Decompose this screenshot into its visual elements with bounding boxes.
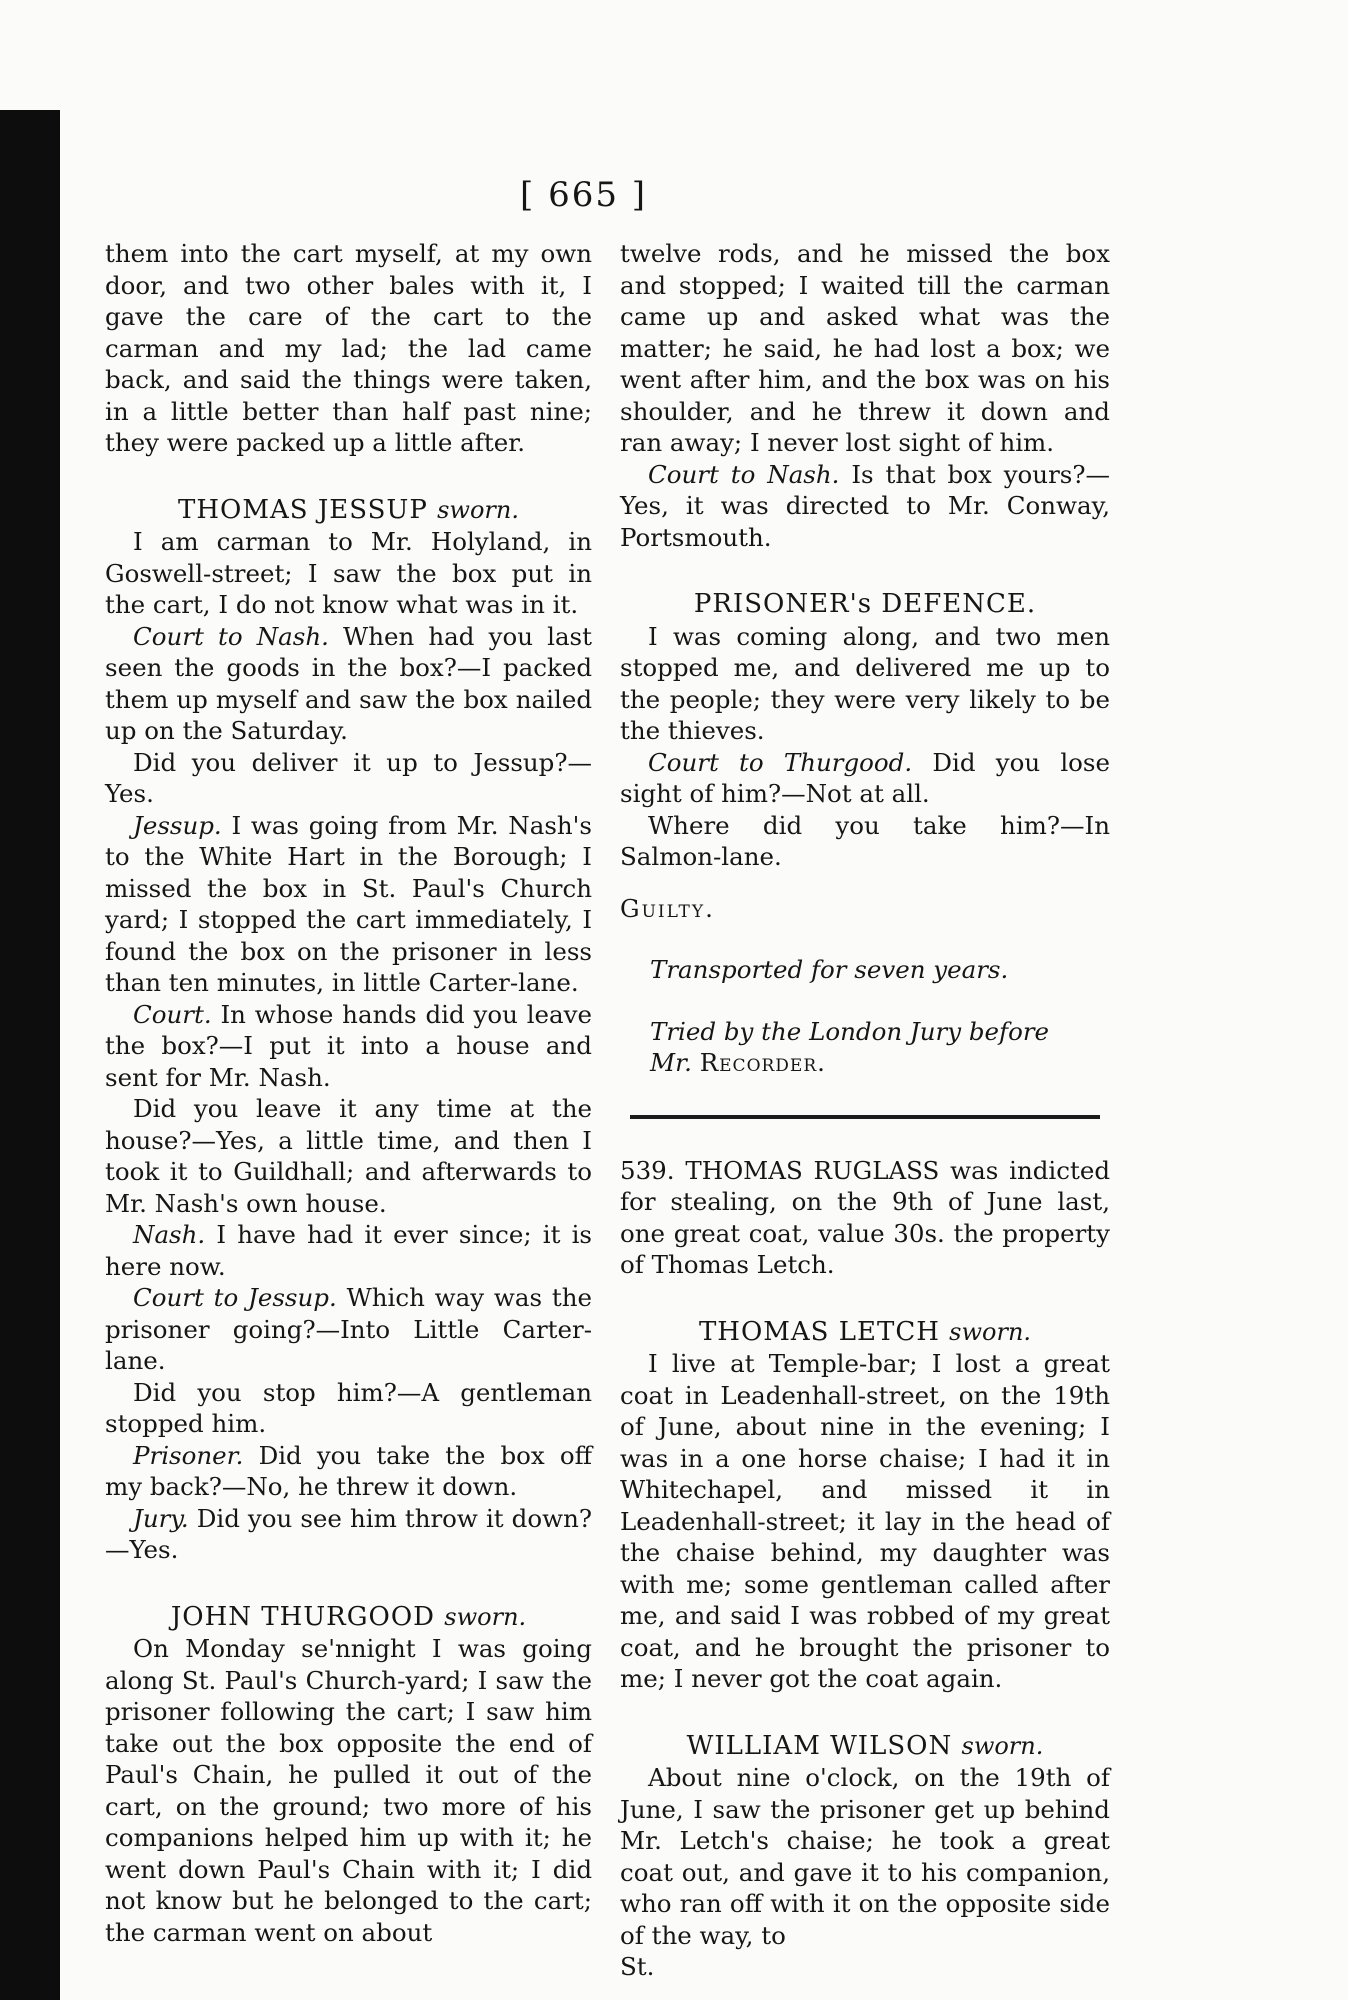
witness-heading (620, 1317, 1110, 1349)
paragraph (105, 1282, 592, 1377)
spacer (620, 873, 1110, 893)
paragraph (620, 810, 1110, 873)
catchword: St. (620, 1952, 655, 1981)
paragraph-text: Did you lose sight of him?—Not at all. (620, 747, 1110, 808)
tried-before (620, 1016, 1110, 1079)
paragraph-text: Did you stop him?—A gentleman stopped him. (105, 1377, 592, 1438)
paragraph (105, 1503, 592, 1566)
book-binding-edge (0, 110, 60, 2000)
paragraph-text: Is that box yours?—Yes, it was directed to Mr. Conway, Portsmouth. (620, 459, 1110, 552)
speaker-label: Court to Thurgood. (648, 747, 913, 777)
paragraph-text: twelve rods, and he missed the box and stopped; I waited till the carman came up and asked what was the matter; he said, he had lost a box; we went after him, and the box was on his shoulder, and he threw it down and ran away; I never lost sight of him. (620, 239, 1110, 457)
paragraph-text: Did you leave it any time at the house?—Yes, a little time, and then I took it to Guildhall; and afterwards to Mr. Nash's own house. (105, 1094, 592, 1218)
paragraph (105, 747, 592, 810)
paragraph-text: I was going from Mr. Nash's to the White Hart in the Borough; I missed the box in St. Paul's Church yard; I stopped the cart immediately, I found the box on the prisoner in less than ten minutes, in little Carter-lane. (105, 810, 592, 997)
paragraph (620, 1762, 1110, 1951)
paragraph-text: About nine o'clock, on the 19th of June, I saw the prisoner get up behind Mr. Letch's chaise; he took a great coat out, and gave it to his companion, who ran off with it on the opposite side of the way, to (620, 1763, 1110, 1950)
sworn-label: sworn. (961, 1731, 1044, 1760)
spacer (620, 553, 1110, 589)
paragraph (105, 1377, 592, 1440)
sworn-label: sworn. (949, 1317, 1032, 1346)
paragraph (105, 1093, 592, 1219)
paragraph (105, 238, 592, 459)
paragraph (620, 1155, 1110, 1281)
paragraph-text: I was coming along, and two men stopped me, and delivered me up to the people; they were very likely to be the thieves. (620, 621, 1110, 745)
right-column (620, 238, 1110, 1983)
paragraph-text: Did you deliver it up to Jessup?—Yes. (105, 747, 592, 808)
recorder-name: Recorder. (699, 1048, 826, 1077)
witness-name: THOMAS JESSUP (178, 494, 428, 525)
spacer (620, 1079, 1110, 1115)
paragraph-text: On Monday se'nnight I was going along St. Paul's Church-yard; I saw the prisoner following the cart; I saw him take out the box opposite the end of Paul's Chain, he pulled it out of the cart, on the ground; two more of his companions helped him up with it; he went down Paul's Chain with it; I did not know but he belonged to the cart; the carman went on about (105, 1634, 592, 1947)
speaker-label: Jessup. (133, 810, 222, 840)
witness-heading (105, 1602, 592, 1634)
paragraph (105, 810, 592, 999)
verdict: Guilty. (620, 893, 715, 923)
witness-heading (620, 1731, 1110, 1763)
speaker-label: Jury. (133, 1503, 189, 1533)
speaker-label: Nash. (133, 1220, 206, 1249)
tried-prefix: Mr. (650, 1048, 692, 1077)
page-number: [ 665 ] (520, 175, 648, 215)
witness-heading (105, 495, 592, 527)
sworn-label: sworn. (444, 1602, 527, 1631)
speaker-label: Prisoner. (133, 1440, 244, 1470)
left-column (105, 238, 592, 1948)
paragraph (105, 621, 592, 747)
spacer (620, 1695, 1110, 1731)
spacer (105, 459, 592, 495)
spacer (105, 1566, 592, 1602)
witness-name: WILLIAM WILSON (686, 1730, 953, 1761)
paragraph (105, 1219, 592, 1282)
paragraph-text: Which way was the prisoner going?—Into Little Carter-lane. (105, 1283, 592, 1375)
paragraph-text: Did you take the box off my back?—No, he threw it down. (105, 1440, 592, 1501)
paragraph-text: them into the cart myself, at my own door, and two other bales with it, I gave the care of the cart to the carman and my lad; the lad came back, and said the things were taken, in a little better than half past nine; they were packed up a little after. (105, 239, 592, 457)
spacer (620, 986, 1110, 1016)
witness-name: PRISONER's DEFENCE. (693, 589, 1037, 619)
paragraph (105, 526, 592, 621)
paragraph-text: 539. THOMAS RUGLASS was indicted for stealing, on the 9th of June last, one great coat, value 30s. the property of Thomas Letch. (620, 1155, 1110, 1279)
witness-name: JOHN THURGOOD (170, 1601, 436, 1632)
paragraph-text: When had you last seen the goods in the box?—I packed them up myself and saw the box nailed up on the Saturday. (105, 621, 592, 745)
paragraph-text: I am carman to Mr. Holyland, in Goswell-street; I saw the box put in the cart, I do not know what was in it. (105, 527, 592, 619)
sentence-text: Transported for seven years. (650, 955, 1009, 984)
paragraph (620, 747, 1110, 810)
paragraph (105, 999, 592, 1094)
paragraph (620, 238, 1110, 459)
speaker-label: Court to Nash. (133, 621, 329, 651)
witness-name: THOMAS LETCH (698, 1316, 940, 1347)
speaker-label: Court to Jessup. (133, 1283, 337, 1312)
witness-heading (620, 589, 1110, 621)
paragraph (105, 1633, 592, 1948)
spacer (620, 1281, 1110, 1317)
speaker-label: Court. (133, 999, 212, 1029)
paragraph-text: I live at Temple-bar; I lost a great coat in Leadenhall-street, on the 19th of June, about nine in the evening; I was in a one horse chaise; I had it in Whitechapel, and missed it in Leadenhall-street; it lay in the head of the chaise behind, my daughter was with me; some gentleman called after me, and said I was robbed of my great coat, and he brought the prisoner to me; I never got the coat again. (620, 1349, 1110, 1693)
paragraph (105, 1440, 592, 1503)
paragraph-text: Where did you take him?—In Salmon-lane. (620, 810, 1110, 871)
tried-line: Tried by the London Jury before (650, 1016, 1050, 1046)
paragraph-text: In whose hands did you leave the box?—I put it into a house and sent for Mr. Nash. (105, 999, 592, 1092)
spacer (620, 1119, 1110, 1155)
paragraph (620, 1348, 1110, 1695)
speaker-label: Court to Nash. (648, 459, 840, 489)
paragraph-text: I have had it ever since; it is here now. (105, 1220, 592, 1281)
spacer (620, 924, 1110, 954)
paragraph (620, 621, 1110, 747)
paragraph (620, 459, 1110, 554)
sworn-label: sworn. (437, 495, 519, 524)
paragraph-text: Did you see him throw it down?—Yes. (105, 1503, 592, 1564)
